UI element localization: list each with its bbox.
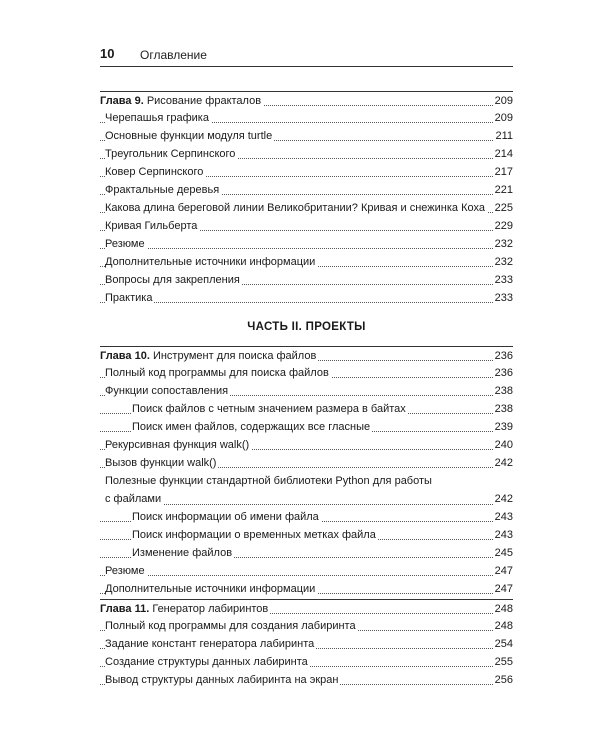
chapter-number: Глава 10. (100, 350, 150, 362)
page-ref: 232 (493, 235, 513, 253)
page-ref: 256 (493, 671, 513, 689)
page-ref: 248 (493, 600, 513, 618)
page-ref: 209 (493, 92, 513, 110)
toc-item[interactable] (100, 199, 513, 217)
page-ref: 214 (493, 145, 513, 163)
toc-item-label: Задание констант генератора лабиринта (105, 635, 316, 653)
toc-item-label: Какова длина береговой линии Великобритании? Кривая и снежинка Коха (105, 199, 487, 217)
toc-item-label: Полный код программы для создания лабиринта (105, 617, 358, 635)
chapter-number: Глава 9. (100, 95, 144, 107)
toc-subitem[interactable] (100, 418, 513, 436)
toc-item[interactable] (100, 436, 513, 454)
toc-item-label: Вывод структуры данных лабиринта на экран (105, 671, 340, 689)
page-ref: 225 (493, 199, 513, 217)
page-ref: 255 (493, 653, 513, 671)
leader-dots (105, 504, 513, 505)
page-ref: 247 (493, 562, 513, 580)
toc-item[interactable] (100, 364, 513, 382)
toc-item-label-line2: с файлами (105, 490, 163, 508)
toc-item[interactable] (100, 127, 513, 145)
leader-dots (100, 575, 513, 576)
page-ref: 233 (493, 271, 513, 289)
toc-subitem[interactable] (100, 400, 513, 418)
page-ref: 243 (493, 508, 513, 526)
page-ref: 209 (493, 109, 513, 127)
leader-dots (100, 248, 513, 249)
toc-item-label: Дополнительные источники информации (105, 253, 317, 271)
page-ref: 221 (493, 181, 513, 199)
toc-item-label: Дополнительные источники информации (105, 580, 317, 598)
page-ref: 239 (493, 418, 513, 436)
page-number: 10 (100, 46, 115, 61)
toc-item-label: Полный код программы для поиска файлов (105, 364, 331, 382)
toc-item-label: Основные функции модуля turtle (105, 127, 274, 145)
part-heading: ЧАСТЬ II. ПРОЕКТЫ (247, 321, 366, 333)
chapter-number: Глава 11. (100, 603, 150, 615)
toc-item-label: Треугольник Серпинского (105, 145, 237, 163)
toc-item[interactable] (100, 617, 513, 635)
toc-item[interactable] (100, 235, 513, 253)
toc-item-label: Резюме (105, 562, 147, 580)
running-title: Оглавление (140, 48, 207, 62)
toc-item[interactable] (100, 653, 513, 671)
page-ref: 254 (493, 635, 513, 653)
page-ref: 247 (493, 580, 513, 598)
chapter-title: Инструмент для поиска файлов (152, 350, 317, 362)
toc-item[interactable] (100, 271, 513, 289)
toc-item[interactable] (100, 671, 513, 689)
toc-item[interactable] (100, 472, 513, 508)
page-ref: 232 (493, 253, 513, 271)
page-ref: 238 (493, 400, 513, 418)
toc-item-label: Изменение файлов (132, 544, 234, 562)
toc-item[interactable] (100, 289, 513, 307)
toc-item[interactable] (100, 635, 513, 653)
toc-item-label: Поиск информации об имени файла (132, 508, 321, 526)
toc-item[interactable] (100, 253, 513, 271)
page-header (100, 40, 513, 67)
toc-subitem[interactable] (100, 508, 513, 526)
leader-dots (100, 302, 513, 303)
page-ref: 233 (493, 289, 513, 307)
toc-chapter-11[interactable] (100, 599, 513, 618)
toc-item-label: Черепашья графика (105, 109, 211, 127)
toc-item[interactable] (100, 145, 513, 163)
page-ref: 229 (493, 217, 513, 235)
toc-item-label: Функции сопоставления (105, 382, 230, 400)
toc-item-label: Вопросы для закрепления (105, 271, 242, 289)
page-ref: 236 (493, 364, 513, 382)
toc-chapter-10[interactable] (100, 346, 513, 365)
page-ref: 242 (493, 490, 513, 508)
toc-item[interactable] (100, 181, 513, 199)
toc-item[interactable] (100, 580, 513, 598)
toc-item-label: Вызов функции walk() (105, 454, 218, 472)
chapter-title: Генератор лабиринтов (152, 603, 269, 615)
toc-item-label: Резюме (105, 235, 147, 253)
toc-item-label: Поиск файлов с четным значением размера в байтах (132, 400, 408, 418)
toc-item-label: Поиск имен файлов, содержащих все гласные (132, 418, 372, 436)
page-ref: 240 (493, 436, 513, 454)
page-ref: 245 (493, 544, 513, 562)
toc-item[interactable] (100, 109, 513, 127)
page-ref: 211 (493, 127, 513, 145)
toc-item[interactable] (100, 217, 513, 235)
toc-item[interactable] (100, 562, 513, 580)
page-ref: 217 (493, 163, 513, 181)
toc-item-label: Кривая Гильберта (105, 217, 199, 235)
toc-item-label: Рекурсивная функция walk() (105, 436, 251, 454)
toc-item-label: Практика (105, 289, 154, 307)
toc-item-label: Ковер Серпинского (105, 163, 205, 181)
toc-subitem[interactable] (100, 526, 513, 544)
page-ref: 238 (493, 382, 513, 400)
toc-item-label: Создание структуры данных лабиринта (105, 653, 310, 671)
page-ref: 242 (493, 454, 513, 472)
toc-item-label: Фрактальные деревья (105, 181, 221, 199)
toc-subitem[interactable] (100, 544, 513, 562)
chapter-title: Рисование фракталов (146, 95, 262, 107)
page-ref: 243 (493, 526, 513, 544)
page-ref: 248 (493, 617, 513, 635)
toc-item-label: Поиск информации о временных метках файла (132, 526, 378, 544)
toc-item[interactable] (100, 382, 513, 400)
toc-chapter-9[interactable] (100, 91, 513, 110)
toc-item[interactable] (100, 163, 513, 181)
toc-item-label-line1: Полезные функции стандартной библиотеки Python для работы (105, 475, 432, 487)
toc-item[interactable] (100, 454, 513, 472)
page-ref: 236 (493, 347, 513, 365)
